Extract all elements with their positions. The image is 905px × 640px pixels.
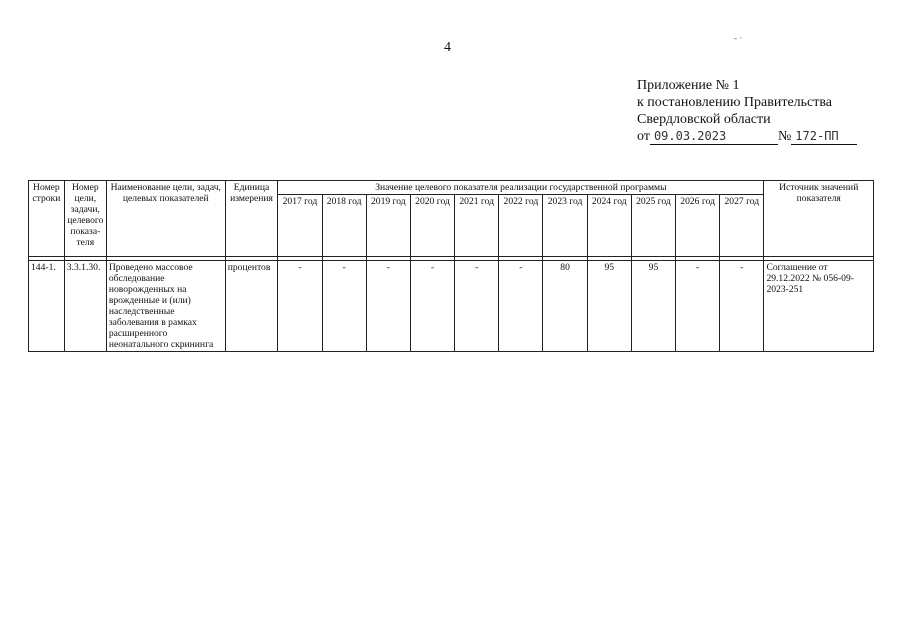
cell-row-number: 144-1. — [29, 261, 65, 352]
appendix-resolution: к постановлению Правительства — [637, 95, 833, 110]
date-value: 09.03.2023 — [653, 129, 727, 143]
header-year: 2019 год — [366, 195, 410, 257]
header-row-number: Номер строки — [29, 181, 65, 257]
cell-value: - — [366, 261, 410, 352]
date-prefix: от — [637, 129, 650, 144]
cell-value: - — [278, 261, 322, 352]
appendix-title: Приложение № 1 — [637, 78, 740, 93]
indicators-table — [28, 180, 874, 352]
cell-value: 95 — [631, 261, 675, 352]
page-number: 4 — [444, 40, 451, 55]
cell-value: 80 — [543, 261, 587, 352]
cell-value: 95 — [587, 261, 631, 352]
header-year: 2022 год — [499, 195, 543, 257]
header-year: 2021 год — [455, 195, 499, 257]
cell-name: Проведено массовое обследование новорожденных на врожденные и (или) наследственные заболевания в рамках расширенного неонатального скрининга — [106, 261, 225, 352]
cell-value: - — [410, 261, 454, 352]
header-year: 2020 год — [410, 195, 454, 257]
header-row-1 — [29, 181, 874, 195]
table-row — [29, 261, 874, 352]
header-year: 2025 год — [631, 195, 675, 257]
cell-value: - — [720, 261, 764, 352]
header-goal-number: Номер цели, задачи, целевого показа-теля — [64, 181, 106, 257]
number-prefix: № — [777, 129, 792, 144]
header-year: 2018 год — [322, 195, 366, 257]
cell-source: Соглашение от 29.12.2022 № 056-09-2023-251 — [764, 261, 874, 352]
header-unit: Единица измерения — [225, 181, 278, 257]
header-target-value: Значение целевого показателя реализации государственной программы — [278, 181, 764, 195]
cell-value: - — [676, 261, 720, 352]
header-name: Наименование цели, задач, целевых показателей — [106, 181, 225, 257]
cell-value: - — [499, 261, 543, 352]
cell-value: - — [455, 261, 499, 352]
appendix-date-line — [637, 128, 857, 145]
header-year: 2024 год — [587, 195, 631, 257]
header-year: 2017 год — [278, 195, 322, 257]
appendix-region: Свердловской области — [637, 112, 771, 127]
appendix-block — [637, 77, 857, 145]
cell-value: - — [322, 261, 366, 352]
scan-mark: - · — [734, 33, 743, 43]
header-source: Источник значений показателя — [764, 181, 874, 257]
cell-unit: процентов — [225, 261, 278, 352]
cell-goal-number: 3.3.1.30. — [64, 261, 106, 352]
header-year: 2027 год — [720, 195, 764, 257]
number-value: 172-ПП — [795, 129, 839, 143]
header-year: 2023 год — [543, 195, 587, 257]
header-year: 2026 год — [676, 195, 720, 257]
